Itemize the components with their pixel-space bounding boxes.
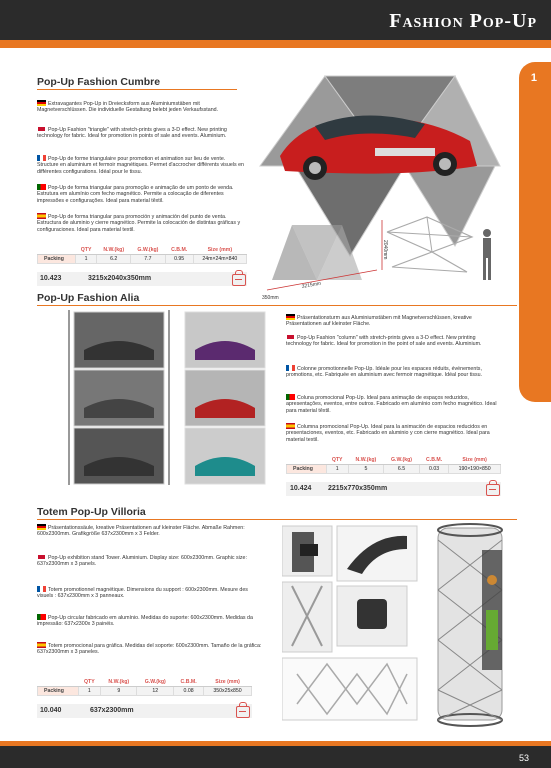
description-pt: [37, 184, 247, 204]
alia-description-de: Präsentationsturm aus Aluminiumstäben mit Magnetverschlüssen, kreative Präsentationen auf kleinster Fläche.: [286, 315, 472, 328]
width-label: 3215mm: [301, 280, 322, 290]
product-code: 10.040: [40, 707, 62, 714]
alia-column-image-1: [64, 310, 174, 485]
product-code: 10.424: [290, 485, 312, 492]
villoria-totem-image: [430, 520, 510, 730]
shopping-bag-icon[interactable]: [486, 484, 500, 496]
header-gw: G.W.(kg): [131, 246, 165, 255]
spec-table-cumbre: [37, 246, 247, 264]
description-es: [37, 213, 247, 233]
section-title-cumbre: Pop-Up Fashion Cumbre: [37, 76, 161, 88]
product-code: 10.423: [40, 275, 62, 282]
french-flag-icon: [37, 586, 46, 592]
french-flag-icon: [37, 155, 46, 161]
section-divider: [37, 305, 517, 306]
shopping-bag-icon[interactable]: [232, 274, 246, 286]
header-nw: N.W.(kg): [97, 246, 131, 255]
header-size: Size (mm): [193, 246, 246, 255]
header-accent-bar: [0, 40, 551, 48]
header-cbm: C.B.M.: [165, 246, 193, 255]
page-header: [0, 0, 551, 40]
german-flag-icon: [286, 314, 295, 320]
text-es: Pop-Up de forma triangular para promoción y animación del punto de venta. Estructura de aluminio y cierre magnético. Permite la colocación de distintas gráficas y configuraciones. Ideal para material textil.: [37, 214, 241, 233]
uk-flag-icon: [37, 554, 46, 560]
alia-description-fr: Colonne promotionnelle Pop-Up. Idéale pour les espaces réduits, événements, promotions, etc. Fabriquée en aluminium avec fermoir magnétique. Idéal pour tissu.: [286, 366, 483, 379]
table-row: Packing 1 9 12 0.08 350x25x850: [38, 687, 252, 696]
page-title: Fashion Pop-Up: [389, 10, 537, 32]
villoria-description-fr: Totem promotionnel magnétique. Dimensions du support : 600x2300mm. Mesure des visuels : 637x2300mm x 3 panneaux.: [37, 587, 248, 600]
alia-column-image-2: [180, 310, 270, 485]
description-fr: [37, 155, 247, 175]
cumbre-frame-diagram: [262, 210, 392, 300]
text-fr: Pop-Up de forme triangulaire pour promotion et animation sur lieu de vente. Structure en aluminium et fermoir magnétiques. Permet d'accrocher différents visuels en différentes configurations. Idéal pour le tissu.: [37, 156, 244, 175]
code-bar: [286, 482, 501, 496]
portuguese-flag-icon: [286, 394, 295, 400]
villoria-description-gb: Pop-Up exhibition stand Tower. Aluminium. Display size: 600x2300mm. Graphic size: 637x2300mm x 3 panels.: [37, 555, 247, 568]
portuguese-flag-icon: [37, 614, 46, 620]
page-number: 53: [518, 753, 529, 763]
alia-description-pt: Coluna promocional Pop-Up. Ideal para animação de espaços reduzidos, apresentações, eventos, entre outros. Fabricado em alumínio com fecho magnético. Ideal para material têxtil.: [286, 395, 497, 414]
header-qty: QTY: [76, 246, 97, 255]
description-de: [37, 100, 247, 114]
shopping-bag-icon[interactable]: [236, 706, 250, 718]
chapter-number: 1: [530, 72, 537, 84]
spec-table-villoria: QTY N.W.(kg) G.W.(kg) C.B.M. Size (mm) Packing 1 9 12 0.08 350x25x850: [37, 678, 252, 696]
page-footer: [0, 746, 551, 768]
cumbre-skeleton-image: [382, 212, 477, 297]
code-bar: [37, 704, 252, 718]
table-row: Packing 1 6.2 7.7 0.95 24m×24m×840: [38, 255, 247, 264]
alia-description-gb: Pop-Up Fashion "column" with stretch-prints gives a 3-D effect. New printing technology for fabric. Ideal for promotion in the point of sale and events. Aluminium.: [286, 335, 482, 348]
human-scale-icon: [478, 228, 496, 283]
spanish-flag-icon: [37, 642, 46, 648]
villoria-description-pt: Pop-Up circular fabricado em alumínio. Medidas do suporte: 600x2300mm. Medidas da impressão: 637x2300x 3 painéis.: [37, 615, 253, 628]
text-pt: Pop-Up de forma triangular para promoção e animação de um ponto de venda. Estrutura em alumínio com fecho magnético. Permite a colocação de diferentes impressões e configurações. Ideal para material têxtil.: [37, 185, 234, 204]
german-flag-icon: [37, 524, 46, 530]
product-dimensions: 2215x770x350mm: [328, 485, 388, 492]
depth-label: 350mm: [262, 295, 279, 300]
spanish-flag-icon: [37, 213, 46, 219]
description-gb: [37, 126, 247, 140]
french-flag-icon: [286, 365, 295, 371]
section-title-alia: Pop-Up Fashion Alia: [37, 292, 140, 304]
uk-flag-icon: [286, 334, 295, 340]
villoria-description-es: Totem promocional para gráfica. Medidas del soporte: 600x2300mm. Tamaño de la gráfica: 637x2300mm x 3 paneles.: [37, 643, 262, 656]
villoria-description-de: Präsentationssäule, kreative Präsentationen auf kleinster Fläche. Abmaße Rahmen: 600x2300mm. Grafikgröße 637x2300mm x 3 Felder.: [37, 525, 245, 538]
spec-table-alia: QTY N.W.(kg) G.W.(kg) C.B.M. Size (mm) Packing 1 5 6.5 0.03 190×190×850: [286, 456, 501, 474]
text-de: Extravagantes Pop-Up in Dreiecksform aus Aluminiumstäben mit Magnetverschlüssen. Die individuelle Gestaltung belebt jeden Verkaufsstand.: [37, 101, 219, 114]
section-divider: [37, 89, 237, 90]
spanish-flag-icon: [286, 423, 295, 429]
height-label: 2040mm: [382, 240, 388, 260]
german-flag-icon: [37, 100, 46, 106]
product-dimensions: 637x2300mm: [90, 707, 134, 714]
portuguese-flag-icon: [37, 184, 46, 190]
product-dimensions: 3215x2040x350mm: [88, 275, 152, 282]
text-gb: Pop-Up Fashion "triangle" with stretch-prints gives a 3-D effect. New printing technology for fabric. Ideal for promotion in points of sale and events. Aluminium.: [37, 127, 227, 140]
uk-flag-icon: [37, 126, 46, 132]
villoria-detail-images: [282, 524, 422, 724]
section-title-villoria: Totem Pop-Up Villoria: [37, 506, 146, 518]
chapter-tab: [519, 62, 551, 402]
alia-description-es: Columna promocional Pop-Up. Ideal para la animación de espacios reducidos en presentaciones, eventos, etc. Fabricado en aluminio y con cierre magnético. Ideal para material textil.: [286, 424, 490, 443]
table-row: Packing 1 5 6.5 0.03 190×190×850: [287, 465, 501, 474]
